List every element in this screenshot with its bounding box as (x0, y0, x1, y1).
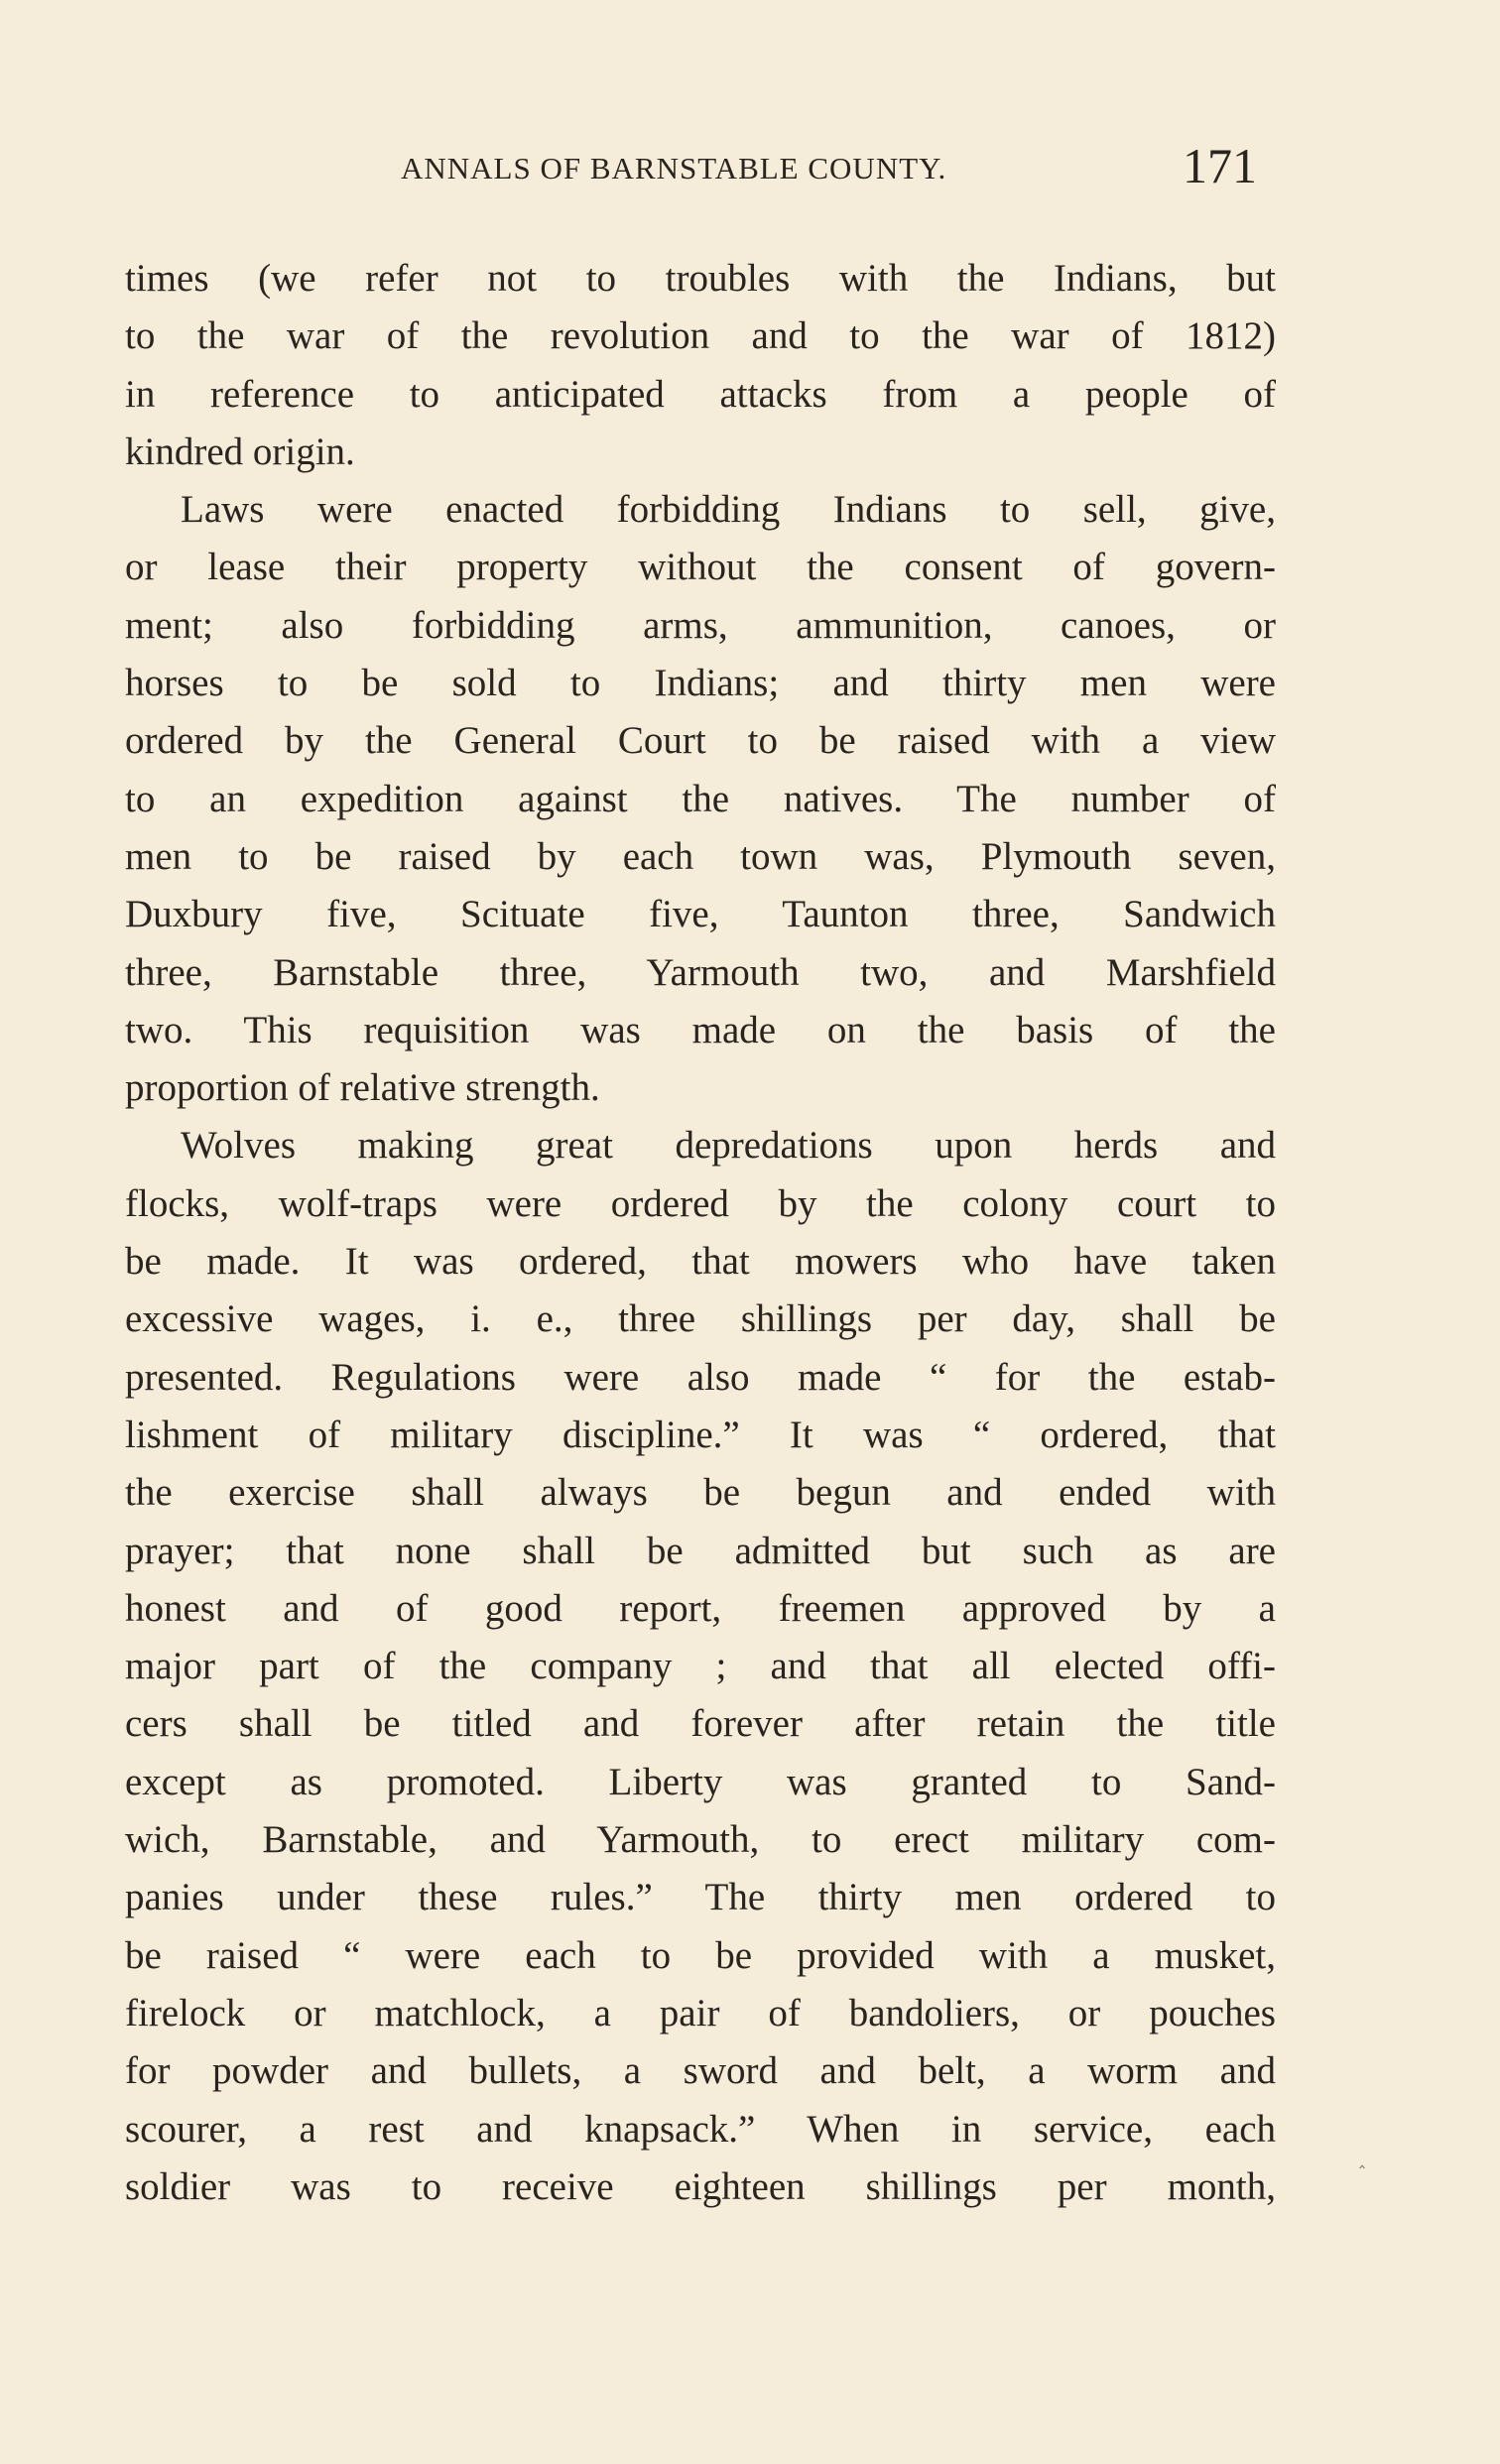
text-line: Laws were enacted forbidding Indians to sell, give, (181, 488, 1276, 532)
text-line: scourer, a rest and knapsack.” When in service, each (125, 2107, 1276, 2151)
text-line: to an expedition against the natives. The number of (125, 777, 1276, 820)
running-title: ANNALS OF BARNSTABLE COUNTY. (401, 151, 947, 185)
text-line: times (we refer not to troubles with the Indians, but (125, 257, 1276, 300)
text-line: men to be raised by each town was, Plymouth seven, (125, 834, 1276, 878)
text-line: panies under these rules.” The thirty men ordered to (125, 1876, 1276, 1919)
text-line: be raised “ were each to be provided with a musket, (125, 1933, 1276, 1977)
text-line: prayer; that none shall be admitted but such as are (125, 1529, 1276, 1572)
text-line: lishment of military discipline.” It was “ ordered, that (125, 1413, 1276, 1456)
text-line: or lease their property without the consent of govern- (125, 546, 1276, 589)
text-line: cers shall be titled and forever after retain the title (125, 1702, 1276, 1746)
text-line: be made. It was ordered, that mowers who have taken (125, 1240, 1276, 1284)
text-line: Duxbury five, Scituate five, Taunton three, Sandwich (125, 893, 1276, 936)
margin-mark: ‸ (1359, 2149, 1366, 2168)
text-line: flocks, wolf-traps were ordered by the colony court to (125, 1181, 1276, 1225)
text-line: kindred origin. (125, 430, 355, 473)
text-line: the exercise shall always be begun and ended with (125, 1471, 1276, 1515)
text-line: to the war of the revolution and to the war of 1812) (125, 314, 1276, 358)
text-line: two. This requisition was made on the basis of the (125, 1008, 1276, 1051)
text-line: three, Barnstable three, Yarmouth two, and Marshfield (125, 950, 1276, 994)
text-line: Wolves making great depredations upon herds and (181, 1124, 1276, 1168)
text-line: ment; also forbidding arms, ammunition, canoes, or (125, 603, 1276, 647)
text-line: presented. Regulations were also made “ for the estab- (125, 1355, 1276, 1399)
text-line: excessive wages, i. e., three shillings per day, shall be (125, 1297, 1276, 1341)
text-line: soldier was to receive eighteen shillings per month, (125, 2164, 1276, 2208)
text-line: firelock or matchlock, a pair of bandoliers, or pouches (125, 1991, 1276, 2034)
text-line: horses to be sold to Indians; and thirty men were (125, 662, 1276, 705)
body-text (125, 250, 1276, 2216)
text-line: ordered by the General Court to be raised with a view (125, 719, 1276, 763)
page-number: 171 (1183, 138, 1257, 193)
text-line: major part of the company ; and that all elected offi- (125, 1645, 1276, 1688)
text-line: wich, Barnstable, and Yarmouth, to erect military com- (125, 1818, 1276, 1862)
text-line: proportion of relative strength. (125, 1066, 600, 1110)
text-line: except as promoted. Liberty was granted to Sand- (125, 1760, 1276, 1803)
text-line: honest and of good report, freemen approved by a (125, 1586, 1276, 1630)
text-line: for powder and bullets, a sword and belt, a worm and (125, 2049, 1276, 2093)
text-line: in reference to anticipated attacks from a people of (125, 372, 1276, 416)
